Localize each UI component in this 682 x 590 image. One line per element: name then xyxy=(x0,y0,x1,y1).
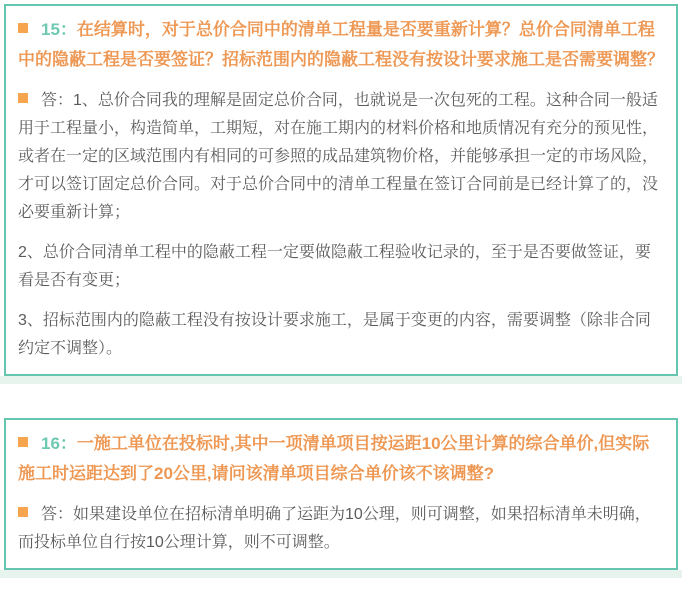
answer-15-paragraph-1 xyxy=(18,87,664,227)
answer-text: 答：1、总价合同我的理解是固定总价合同，也就说是一次包死的工程。这种合同一般适用于工程量小，构造简单，工期短，对在施工期内的材料价格和地质情况有充分的预见性，或者在一定的区域范围内有相同的可参照的成品建筑物价格，并能够承担一定的市场风险，才可以签订固定总价合同。对于总价合同中的清单工程量在签订合同前是已经计算了的，没必要重新计算； xyxy=(18,92,659,221)
orange-square-bullet-icon xyxy=(18,93,28,103)
qa-card-16 xyxy=(4,418,678,570)
question-text: 一施工单位在投标时,其中一项清单项目按运距10公里计算的综合单价,但实际施工时运距达到了20公里,请问该清单项目综合单价该不该调整? xyxy=(18,434,650,483)
card-gap xyxy=(0,384,682,418)
question-text: 在结算时，对于总价合同中的清单工程量是否要重新计算？总价合同清单工程中的隐蔽工程是否要签证？招标范围内的隐蔽工程没有按设计要求施工是否需要调整？ xyxy=(18,20,664,69)
card-shadow-strip xyxy=(0,570,682,578)
qa-card-15 xyxy=(4,4,678,376)
question-number: 16： xyxy=(41,434,77,453)
answer-15-paragraph-3: 3、招标范围内的隐蔽工程没有按设计要求施工，是属于变更的内容，需要调整（除非合同约定不调整）。 xyxy=(18,312,651,357)
question-number: 15： xyxy=(41,20,77,39)
orange-square-bullet-icon xyxy=(18,437,28,447)
answer-16-paragraph-1 xyxy=(18,501,664,557)
answer-text: 答：如果建设单位在招标清单明确了运距为10公理，则可调整，如果招标清单未明确，而投标单位自行按10公理计算，则不可调整。 xyxy=(18,506,651,551)
orange-square-bullet-icon xyxy=(18,23,28,33)
question-16 xyxy=(18,429,664,489)
question-15 xyxy=(18,15,664,75)
card-shadow-strip xyxy=(0,376,682,384)
article-page xyxy=(0,4,682,578)
orange-square-bullet-icon xyxy=(18,507,28,517)
answer-15-paragraph-2: 2、总价合同清单工程中的隐蔽工程一定要做隐蔽工程验收记录的，至于是否要做签证，要看是否有变更； xyxy=(18,244,651,289)
